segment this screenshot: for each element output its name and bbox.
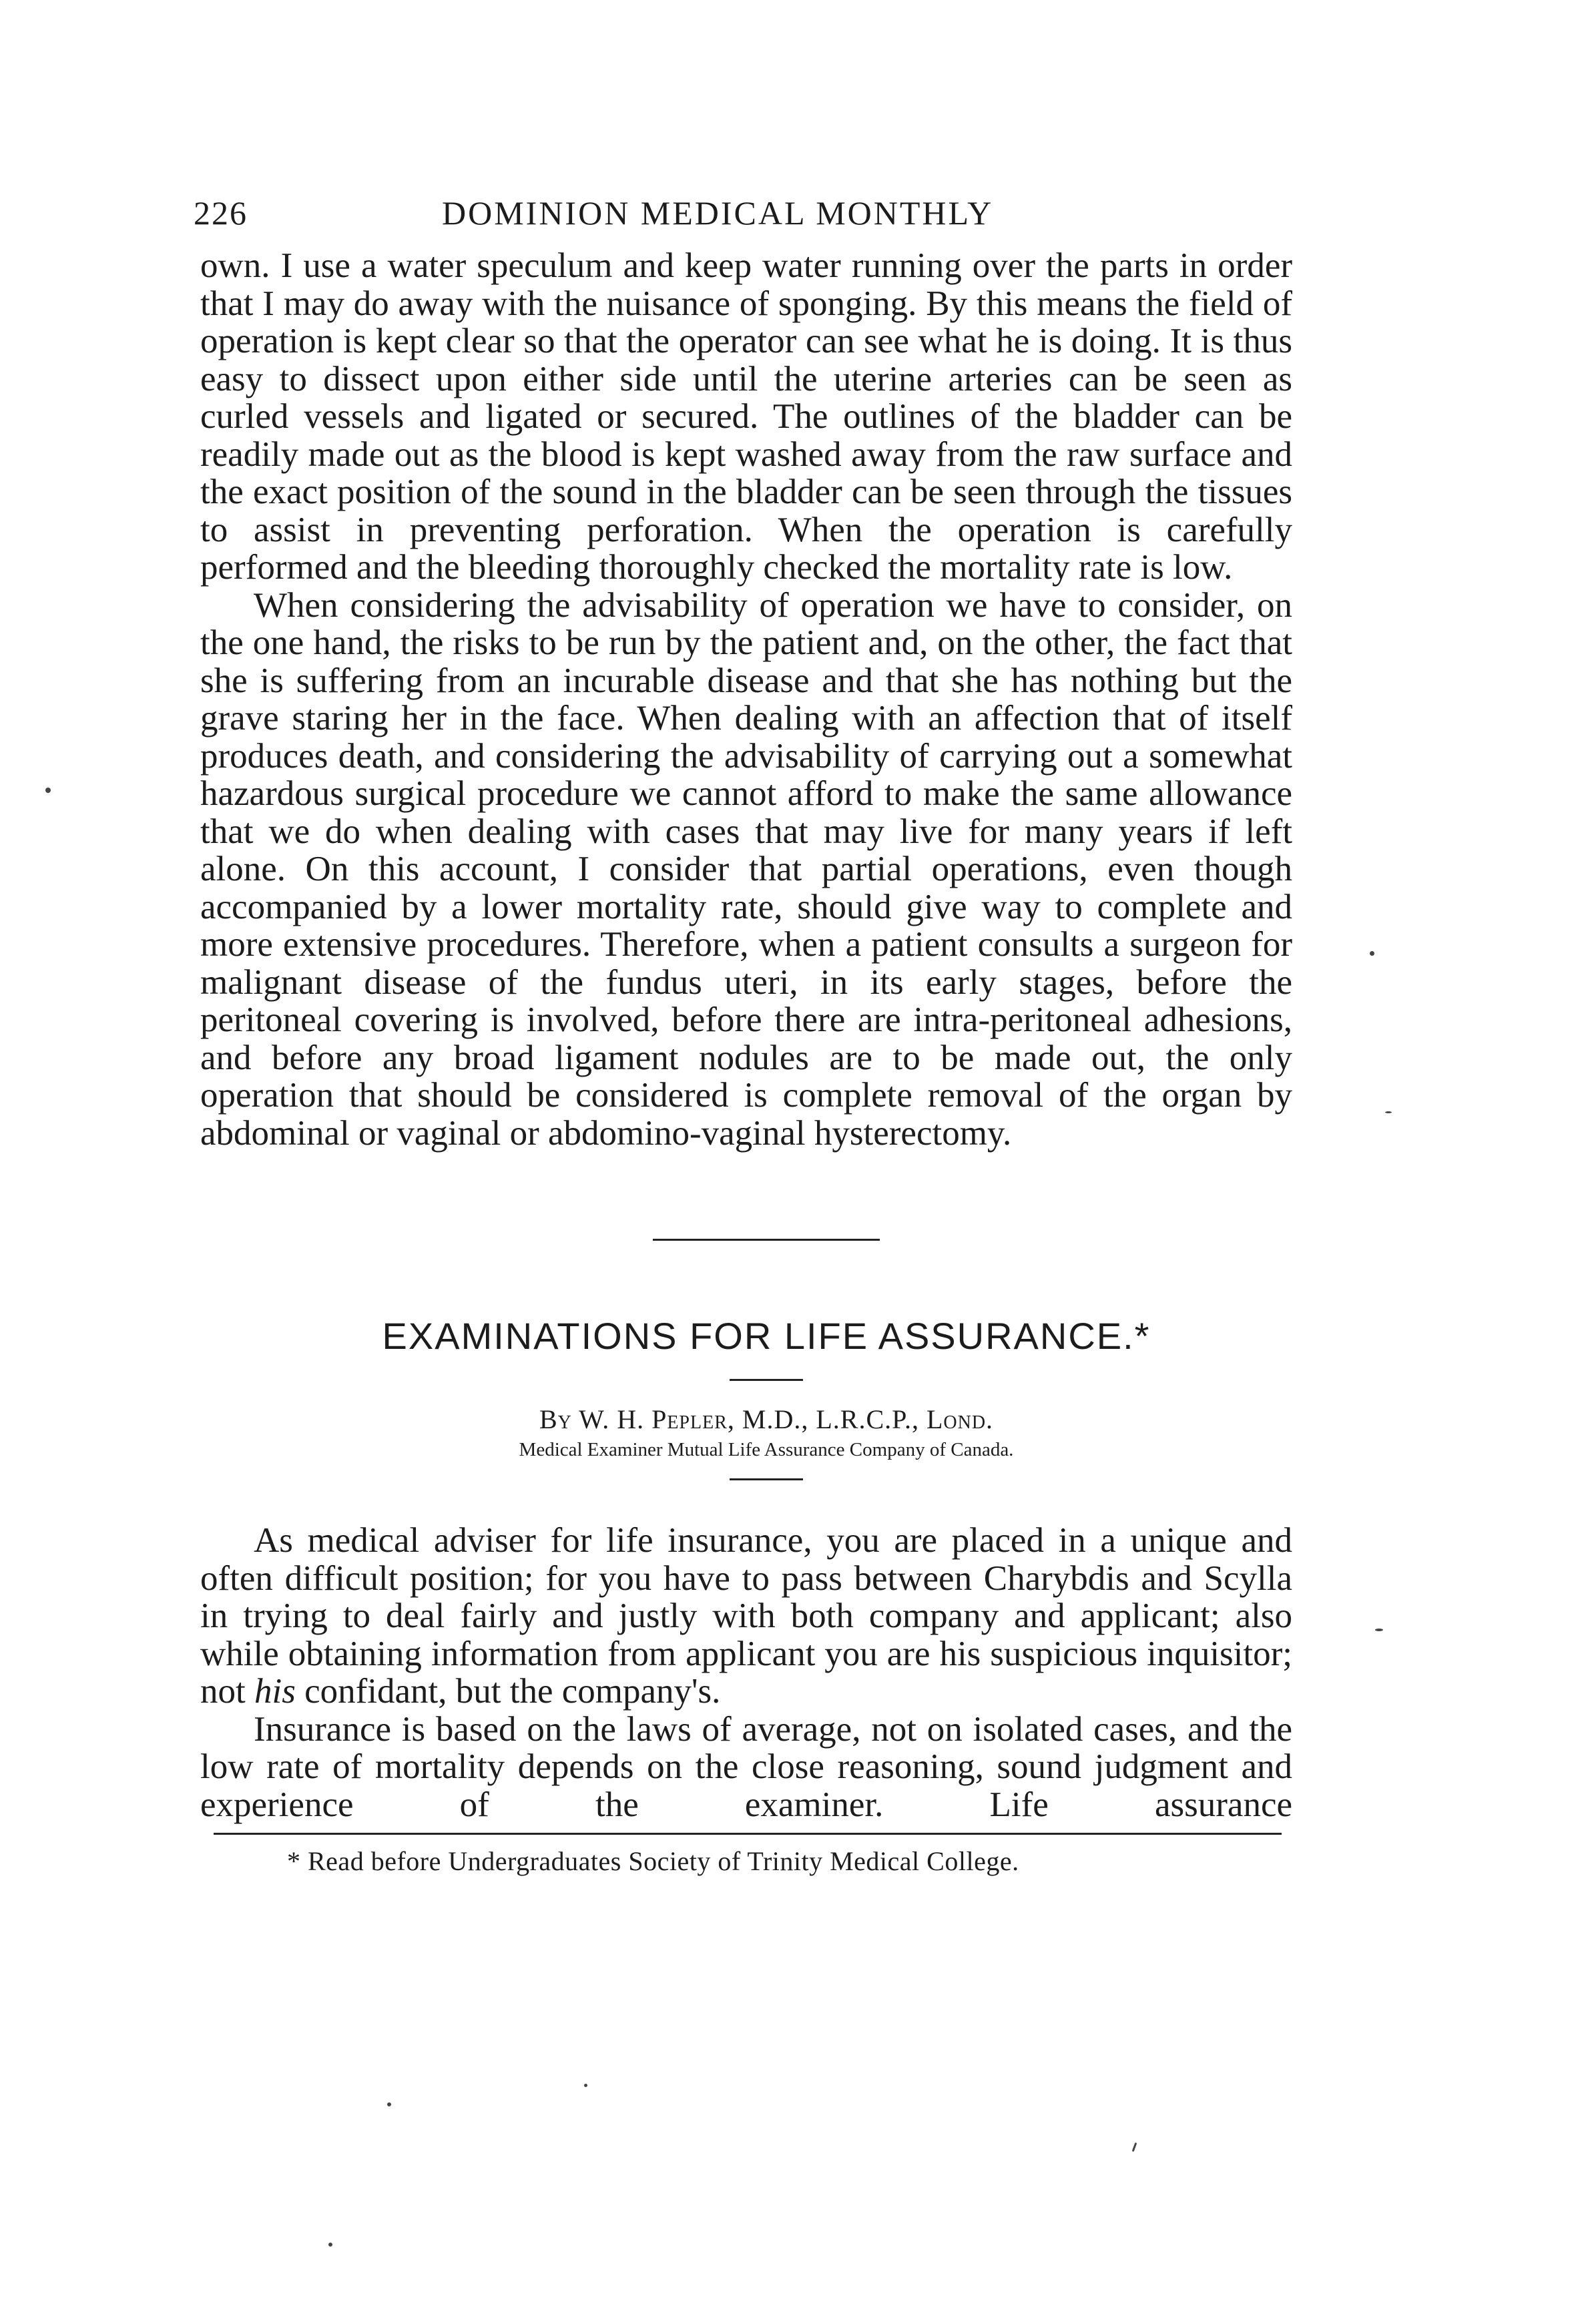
article-paragraph-2: Insurance is based on the laws of average, not on isolated cases, and the low rate of mortality depends on the close reasoning, sound judgment and experience of the examiner. Life assurance xyxy=(200,1709,1292,1824)
article-paragraph-1-tail: confidant, but the company's. xyxy=(295,1672,721,1711)
scan-speck xyxy=(1375,1629,1383,1631)
article-byline: By W. H. Pepler, M.D., L.R.C.P., Lond. xyxy=(539,1404,994,1434)
section-divider xyxy=(653,1239,880,1241)
scan-speck xyxy=(387,2102,391,2106)
scan-speck xyxy=(1370,951,1374,956)
scan-speck xyxy=(328,2243,332,2247)
page-number: 226 xyxy=(194,194,248,232)
running-head xyxy=(194,194,1292,247)
title-rule xyxy=(730,1379,803,1381)
scan-speck xyxy=(45,788,51,793)
footnote-rule xyxy=(214,1833,1282,1835)
footnote: * Read before Undergraduates Society of Trinity Medical College. xyxy=(287,1846,1019,1876)
author-affiliation: Medical Examiner Mutual Life Assurance Company of Canada. xyxy=(519,1439,1014,1460)
scan-speck xyxy=(1132,2142,1137,2152)
continued-paragraph-1: own. I use a water speculum and keep water running over the parts in order that I may do away with the nuisance of sponging. By this means the field of operation is kept clear so that the operator can see what he is doing. It is thus easy to dissect upon either side until the uterine arteries can be seen as curled vessels and ligated or secured. The outlines of the bladder can be readily made out as the blood is kept washed away from the raw surface and the exact position of the sound in the bladder can be seen through the tissues to assist in preventing perforation. When the operation is carefully performed and the bleeding thoroughly checked the mortality rate is low. xyxy=(200,246,1292,587)
article-paragraph-1 xyxy=(200,1522,1292,1711)
byline-rule xyxy=(730,1478,803,1480)
page xyxy=(194,194,1292,1877)
scan-speck xyxy=(584,2084,587,2087)
article-title: EXAMINATIONS FOR LIFE ASSURANCE.* xyxy=(382,1315,1151,1357)
journal-title: DOMINION MEDICAL MONTHLY xyxy=(442,194,994,232)
article-paragraph-1-emphasis: his xyxy=(254,1672,296,1711)
scan-speck xyxy=(1385,1111,1392,1113)
continued-paragraph-2: When considering the advisability of operation we have to consider, on the one hand, the risks to be run by the patient and, on the other, the fact that she is suffering from an incurable disease and that she has nothing but the grave staring her in the face. When dealing with an affection that of itself produces death, and considering the advisability of carrying out a somewhat hazardous surgical procedure we cannot afford to make the same allowance that we do when dealing with cases that may live for many years if left alone. On this account, I consider that partial operations, even though accompanied by a lower mortality rate, should give way to complete and more extensive procedures. Therefore, when a patient consults a surgeon for malignant disease of the fundus uteri, in its early stages, before the peritoneal covering is involved, before there are intra-peritoneal adhesions, and before any broad ligament nodules are to be made out, the only operation that should be considered is complete removal of the organ by abdominal or vaginal or abdomino-vaginal hysterectomy. xyxy=(200,585,1292,1153)
article-paragraph-1-text: As medical adviser for life insurance, you are placed in a unique and often difficult position; for you have to pass between Charybdis and Scylla in trying to deal fairly and justly with both company and applicant; also while obtaining information from applicant you are his suspicious inquisitor; not xyxy=(200,1521,1292,1711)
